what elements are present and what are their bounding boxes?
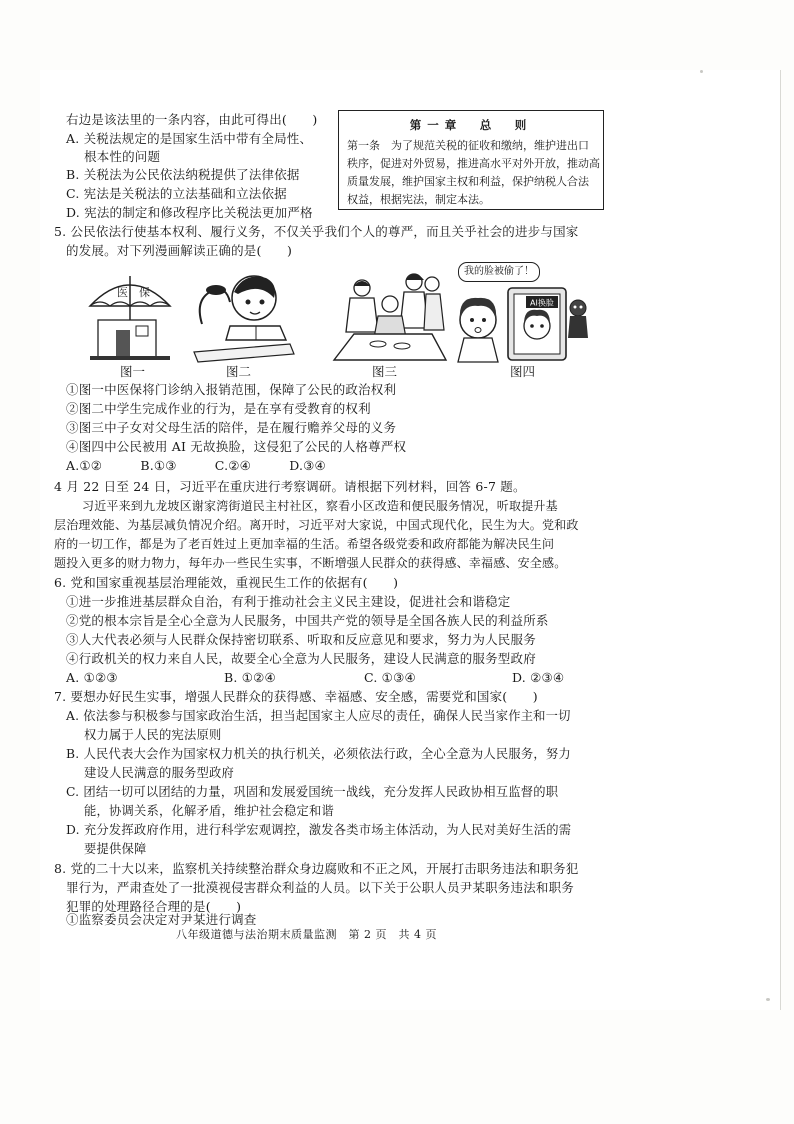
cartoon-ai-face-swap <box>452 268 592 364</box>
speech-bubble: 我的脸被偷了！ <box>458 262 540 282</box>
cartoon-caption-2: 图二 <box>226 364 252 379</box>
cartoon-medical-insurance-umbrella <box>84 268 176 364</box>
q4-option-a: A. 关税法规定的是国家生活中带有全局性、 <box>66 131 313 146</box>
q7-option-b: B. 人民代表大会作为国家权力机关的执行机关，必须依法行政，全心全意为人民服务，努力 <box>66 747 571 761</box>
law-excerpt-line: 权益，根据宪法，制定本法。 <box>347 193 490 206</box>
umbrella-label: 医 保 <box>117 287 150 299</box>
q4-option-d: D. 宪法的制定和修改程序比关税法更加严格 <box>66 205 313 220</box>
q6-item-3: ③人大代表必须与人民群众保持密切联系、听取和反应意见和要求，努力为人民服务 <box>66 632 536 647</box>
cartoon-student-homework <box>186 268 298 364</box>
law-excerpt-line: 第一条 为了规范关税的征收和缴纳，维护进出口 <box>347 139 589 152</box>
q7-option-b-cont: 建设人民满意的服务型政府 <box>84 766 234 780</box>
q5-stem-cont: 的发展。对下列漫画解读正确的是( ) <box>66 243 293 258</box>
material-paragraph: 层治理效能、为基层减负情况介绍。离开时，习近平对大家说，中国式现代化，民生为大。党和政 <box>54 518 579 532</box>
q6-option-c: C. ①③④ <box>364 670 416 685</box>
cartoon-caption-1: 图一 <box>120 364 146 379</box>
q4-option-c: C. 宪法是关税法的立法基础和立法依据 <box>66 186 287 201</box>
scan-speck <box>766 998 770 1001</box>
q7-option-a: A. 依法参与积极参与国家政治生活，担当起国家主人应尽的责任，确保人民当家作主和一切 <box>66 709 571 723</box>
law-excerpt-line: 秩序，促进对外贸易，推进高水平对外开放，推动高 <box>347 157 600 170</box>
q4-option-a-cont: 根本性的问题 <box>84 149 161 164</box>
law-excerpt-box <box>338 110 604 210</box>
q6-item-2: ②党的根本宗旨是全心全意为人民服务，中国共产党的领导是全国各族人民的利益所系 <box>66 613 549 628</box>
q7-option-a-cont: 权力属于人民的宪法原则 <box>84 728 222 742</box>
page-footer: 八年级道德与法治期末质量监测 第 2 页 共 4 页 <box>176 928 437 941</box>
material-paragraph: 府的一切工作，都是为了老百姓过上更加幸福的生活。希望各级党委和政府都能为解决民生问 <box>54 537 555 551</box>
q8-stem-cont: 犯罪的处理路径合理的是( ) <box>66 899 242 914</box>
scan-speck <box>700 70 703 73</box>
law-excerpt-title: 第一章 总 则 <box>409 118 533 132</box>
ai-swap-screen-label: AI换脸 <box>530 298 554 308</box>
q7-option-c: C. 团结一切可以团结的力量，巩固和发展爱国统一战线，充分发挥人民政协相互监督的职 <box>66 785 559 799</box>
q6-option-b: B. ①②④ <box>224 670 276 685</box>
cartoon-caption-3: 图三 <box>372 364 398 379</box>
q6-stem: 6. 党和国家重视基层治理能效，重视民生工作的依据有( ) <box>54 575 399 590</box>
material-paragraph: 题投入更多的财力物力，每年办一些民生实事，不断增强人民群众的获得感、幸福感、安全感。 <box>54 556 567 570</box>
q5-stem: 5. 公民依法行使基本权利、履行义务，不仅关乎我们个人的尊严，而且关乎社会的进步与国家 <box>54 224 579 239</box>
q8-stem-cont: 罪行为，严肃查处了一批漠视侵害群众利益的人员。以下关于公职人员尹某职务违法和职务 <box>66 880 575 895</box>
q6-item-4: ④行政机关的权力来自人民，故要全心全意为人民服务，建设人民满意的服务型政府 <box>66 651 536 666</box>
q5-item-3: ③图三中子女对父母生活的陪伴，是在履行赡养父母的义务 <box>66 420 397 435</box>
q6-option-d: D. ②③④ <box>512 670 565 685</box>
q5-item-1: ①图一中医保将门诊纳入报销范围，保障了公民的政治权利 <box>66 382 397 397</box>
q8-stem: 8. 党的二十大以来，监察机关持续整治群众身边腐败和不正之风，开展打击职务违法和职务犯 <box>54 861 579 876</box>
q7-option-d-cont: 要提供保障 <box>84 842 147 856</box>
q6-item-1: ①进一步推进基层群众自治，有利于推动社会主义民主建设，促进社会和谐稳定 <box>66 594 511 609</box>
material-paragraph: 习近平来到九龙坡区谢家湾街道民主村社区，察看小区改造和便民服务情况，听取提升基 <box>82 499 558 513</box>
q4-stem: 右边是该法里的一条内容，由此可得出( ) <box>66 112 318 127</box>
material-intro: 4 月 22 日至 24 日，习近平在重庆进行考察调研。请根据下列材料，回答 6-7 题。 <box>54 479 526 494</box>
q8-item-1: ①监察委员会决定对尹某进行调查 <box>66 912 257 927</box>
q7-option-c-cont: 能，协调关系，化解矛盾，维护社会稳定和谐 <box>84 804 334 818</box>
q5-options: A.①② B.①③ C.②④ D.③④ <box>66 458 326 473</box>
q6-option-a: A. ①②③ <box>66 670 118 685</box>
cartoon-caption-4: 图四 <box>510 364 536 379</box>
cartoon-family-accompaniment <box>328 268 452 364</box>
q5-item-4: ④图四中公民被用 AI 无故换脸，这侵犯了公民的人格尊严权 <box>66 439 407 454</box>
law-excerpt-line: 质量发展，维护国家主权和利益，保护纳税人合法 <box>347 175 589 188</box>
q5-item-2: ②图二中学生完成作业的行为，是在享有受教育的权利 <box>66 401 371 416</box>
q7-option-d: D. 充分发挥政府作用，进行科学宏观调控，激发各类市场主体活动，为人民对美好生活的需 <box>66 823 572 837</box>
q4-option-b: B. 关税法为公民依法纳税提供了法律依据 <box>66 167 300 182</box>
q7-stem: 7. 要想办好民生实事，增强人民群众的获得感、幸福感、安全感，需要党和国家( ) <box>54 689 538 704</box>
